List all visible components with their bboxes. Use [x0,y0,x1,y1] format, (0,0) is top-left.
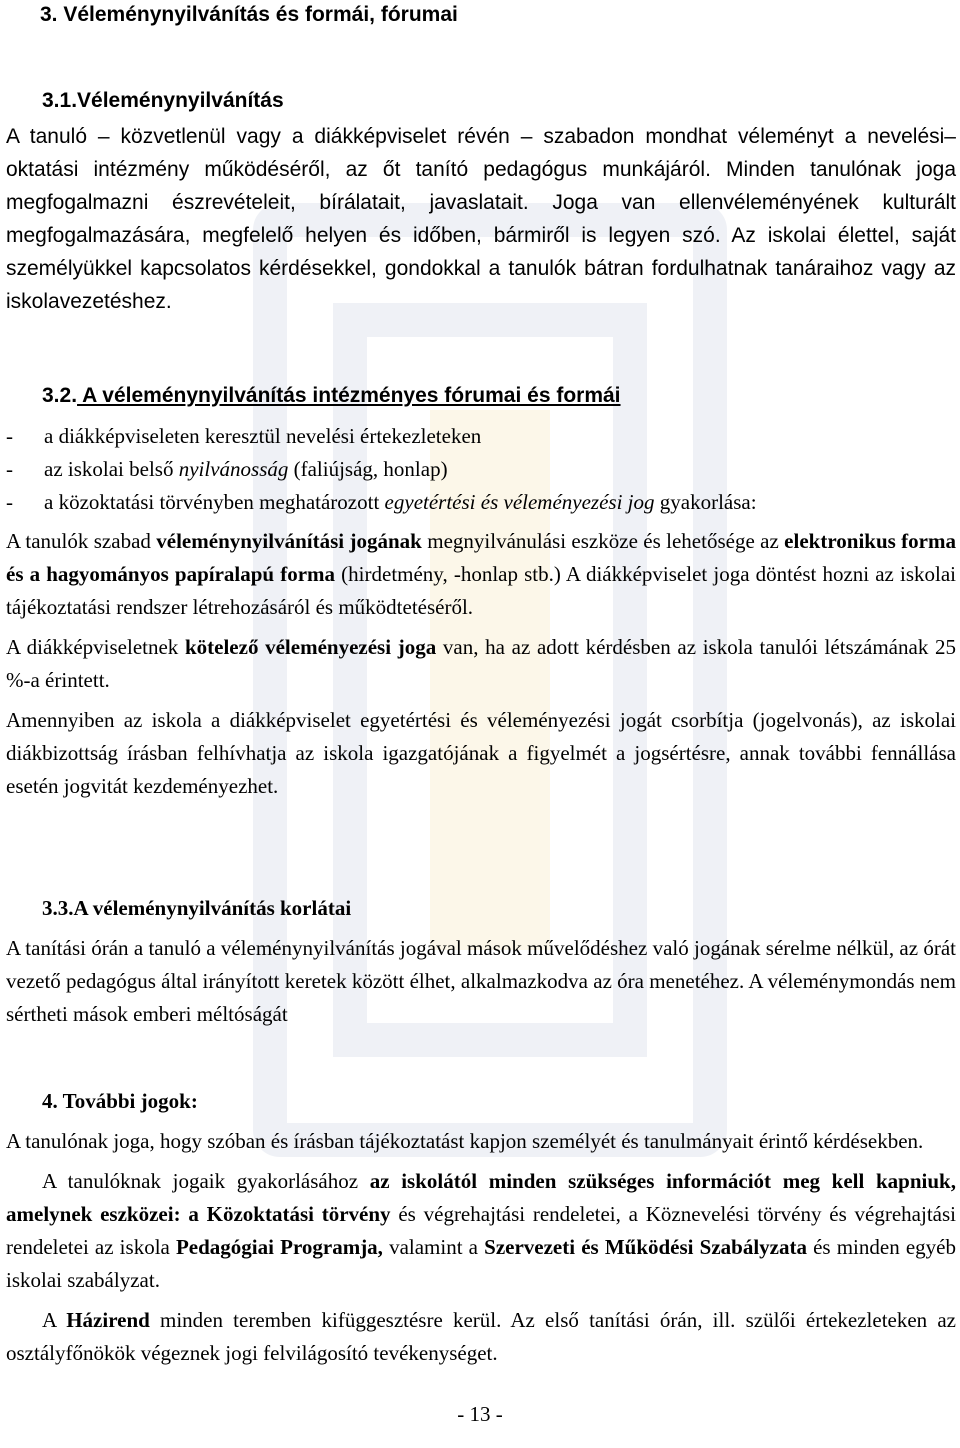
section-3-3-paragraph: A tanítási órán a tanuló a véleménynyilvánítás jogával mások művelődéshez való jogának sérelme nélkül, az órát vezető pedagógus által irányított keretek között élhet, alkalmazkodva az óra menetéhez. A véleménymondás nem sértheti mások emberi méltóságát [6,936,956,1026]
text: A tanulók szabad [6,529,157,553]
paragraph-information-means [6,1165,956,1297]
text: (hirdetmény, -honlap stb.) A diákképviselet joga döntést hozni az iskolai tájékoztatási rendszer létrehozásáról és működtetéséről. [6,562,956,619]
paragraph-infringement: Amennyiben az iskola a diákképviselet egyetértési és véleményezési jogát csorbítja (jogelvonás), az iskolai diákbizottság írásban felhívhatja az iskola igazgatójának a figyelmét a jogsértésre, annak további fennállása esetén jogvitát kezdeményezhet. [6,708,956,798]
bullet-dash: - [6,490,13,514]
emphasis: egyetértési és véleményezési jog [384,490,655,514]
section-3-1-paragraph: A tanuló – közvetlenül vagy a diákképviselet révén – szabadon mondhat véleményt a nevelési–oktatási intézmény működéséről, az őt tanító pedagógus munkájáról. Minden tanulónak joga megfogalmazni észrevételeit, bírálatait, javaslatait. Joga van ellenvéleményének kulturált megfogalmazására, megfelelő helyen és időben, bármiről is legyen szó. Az iskolai élettel, saját személyükkel kapcsolatos kérdésekkel, gondokkal a tanulók bátran fordulhatnak tanáraihoz vagy az iskolavezetéshez. [6,125,956,313]
paragraph-mandatory-right [6,631,956,697]
list-item [6,453,956,486]
text: valamint a [382,1235,485,1259]
text: és végrehajtási rendeletei, a Köznevelési törvény és végrehajtási rendeletei az iskola [6,1202,956,1259]
list-item [6,486,956,519]
section-3-2-heading [42,379,621,412]
paragraph-information-right: A tanulónak joga, hogy szóban és írásban tájékoztatást kapjon személyét és tanulmányait érintő kérdésekben. [6,1129,924,1153]
text: és minden egyéb iskolai szabályzat. [6,1235,956,1292]
section-3-1-body [6,120,956,318]
text: minden teremben kifüggesztésre kerül. Az első tanítási órán, ill. szülői értekezleteken az osztályfőnökök végeznek jogi felvilágosító tevékenységet. [6,1308,957,1365]
bold-text: Házirend [66,1308,150,1332]
bold-text: Pedagógiai Programja, [175,1235,383,1259]
list-item-text: az iskolai belső [44,457,179,481]
text: A diákképviseletnek [6,635,185,659]
list-item-text: (faliújság, honlap) [288,457,448,481]
text: A [42,1308,67,1332]
section-3-2-number: 3.2. [42,384,78,407]
bold-text: Szervezeti és Működési Szabályzata [484,1235,807,1259]
text: megnyilvánulási eszköze és lehetősége az [421,529,785,553]
paragraph-house-rules [6,1304,956,1370]
list-item [6,420,956,453]
section-3-1-heading: 3.1.Véleménynyilvánítás [42,89,284,112]
paragraph-electronic-forms [6,525,956,624]
section-4-heading: 4. További jogok: [42,1089,198,1113]
section-3-2-body [6,525,956,803]
text: A tanulóknak jogaik gyakorlásához [42,1169,370,1193]
bullet-dash: - [6,457,13,481]
bold-text: véleménynyilvánítási jogának [156,529,422,553]
emphasis: nyilvánosság [178,457,289,481]
section-4-body [6,1125,956,1370]
bold-text: elektronikus forma és a hagyományos papíralapú forma [6,529,956,586]
bold-text: az iskolától minden szükséges információt meg kell kapniuk, amelynek eszközei: a Közoktatási törvény [6,1169,956,1226]
list-item-text: a diákképviseleten keresztül nevelési értekezleteken [44,424,482,448]
forums-list [6,420,956,519]
page-number: - 13 - [457,1402,503,1426]
section-3-3-heading: 3.3.A véleménynyilvánítás korlátai [42,896,352,920]
bullet-dash: - [6,424,13,448]
section-3-3-body [6,932,956,1031]
text: van, ha az adott kérdésben az iskola tanulói létszámának 25 %-a érintett. [6,635,956,692]
section-3-2-title: A véleménynyilvánítás intézményes fórumai és formái [77,384,621,407]
list-item-text: gyakorlása: [654,490,757,514]
section-3-heading: 3. Véleménynyilvánítás és formái, fórumai [40,3,458,26]
bold-text: kötelező véleményezési joga [184,635,437,659]
list-item-text: a közoktatási törvényben meghatározott [44,490,385,514]
